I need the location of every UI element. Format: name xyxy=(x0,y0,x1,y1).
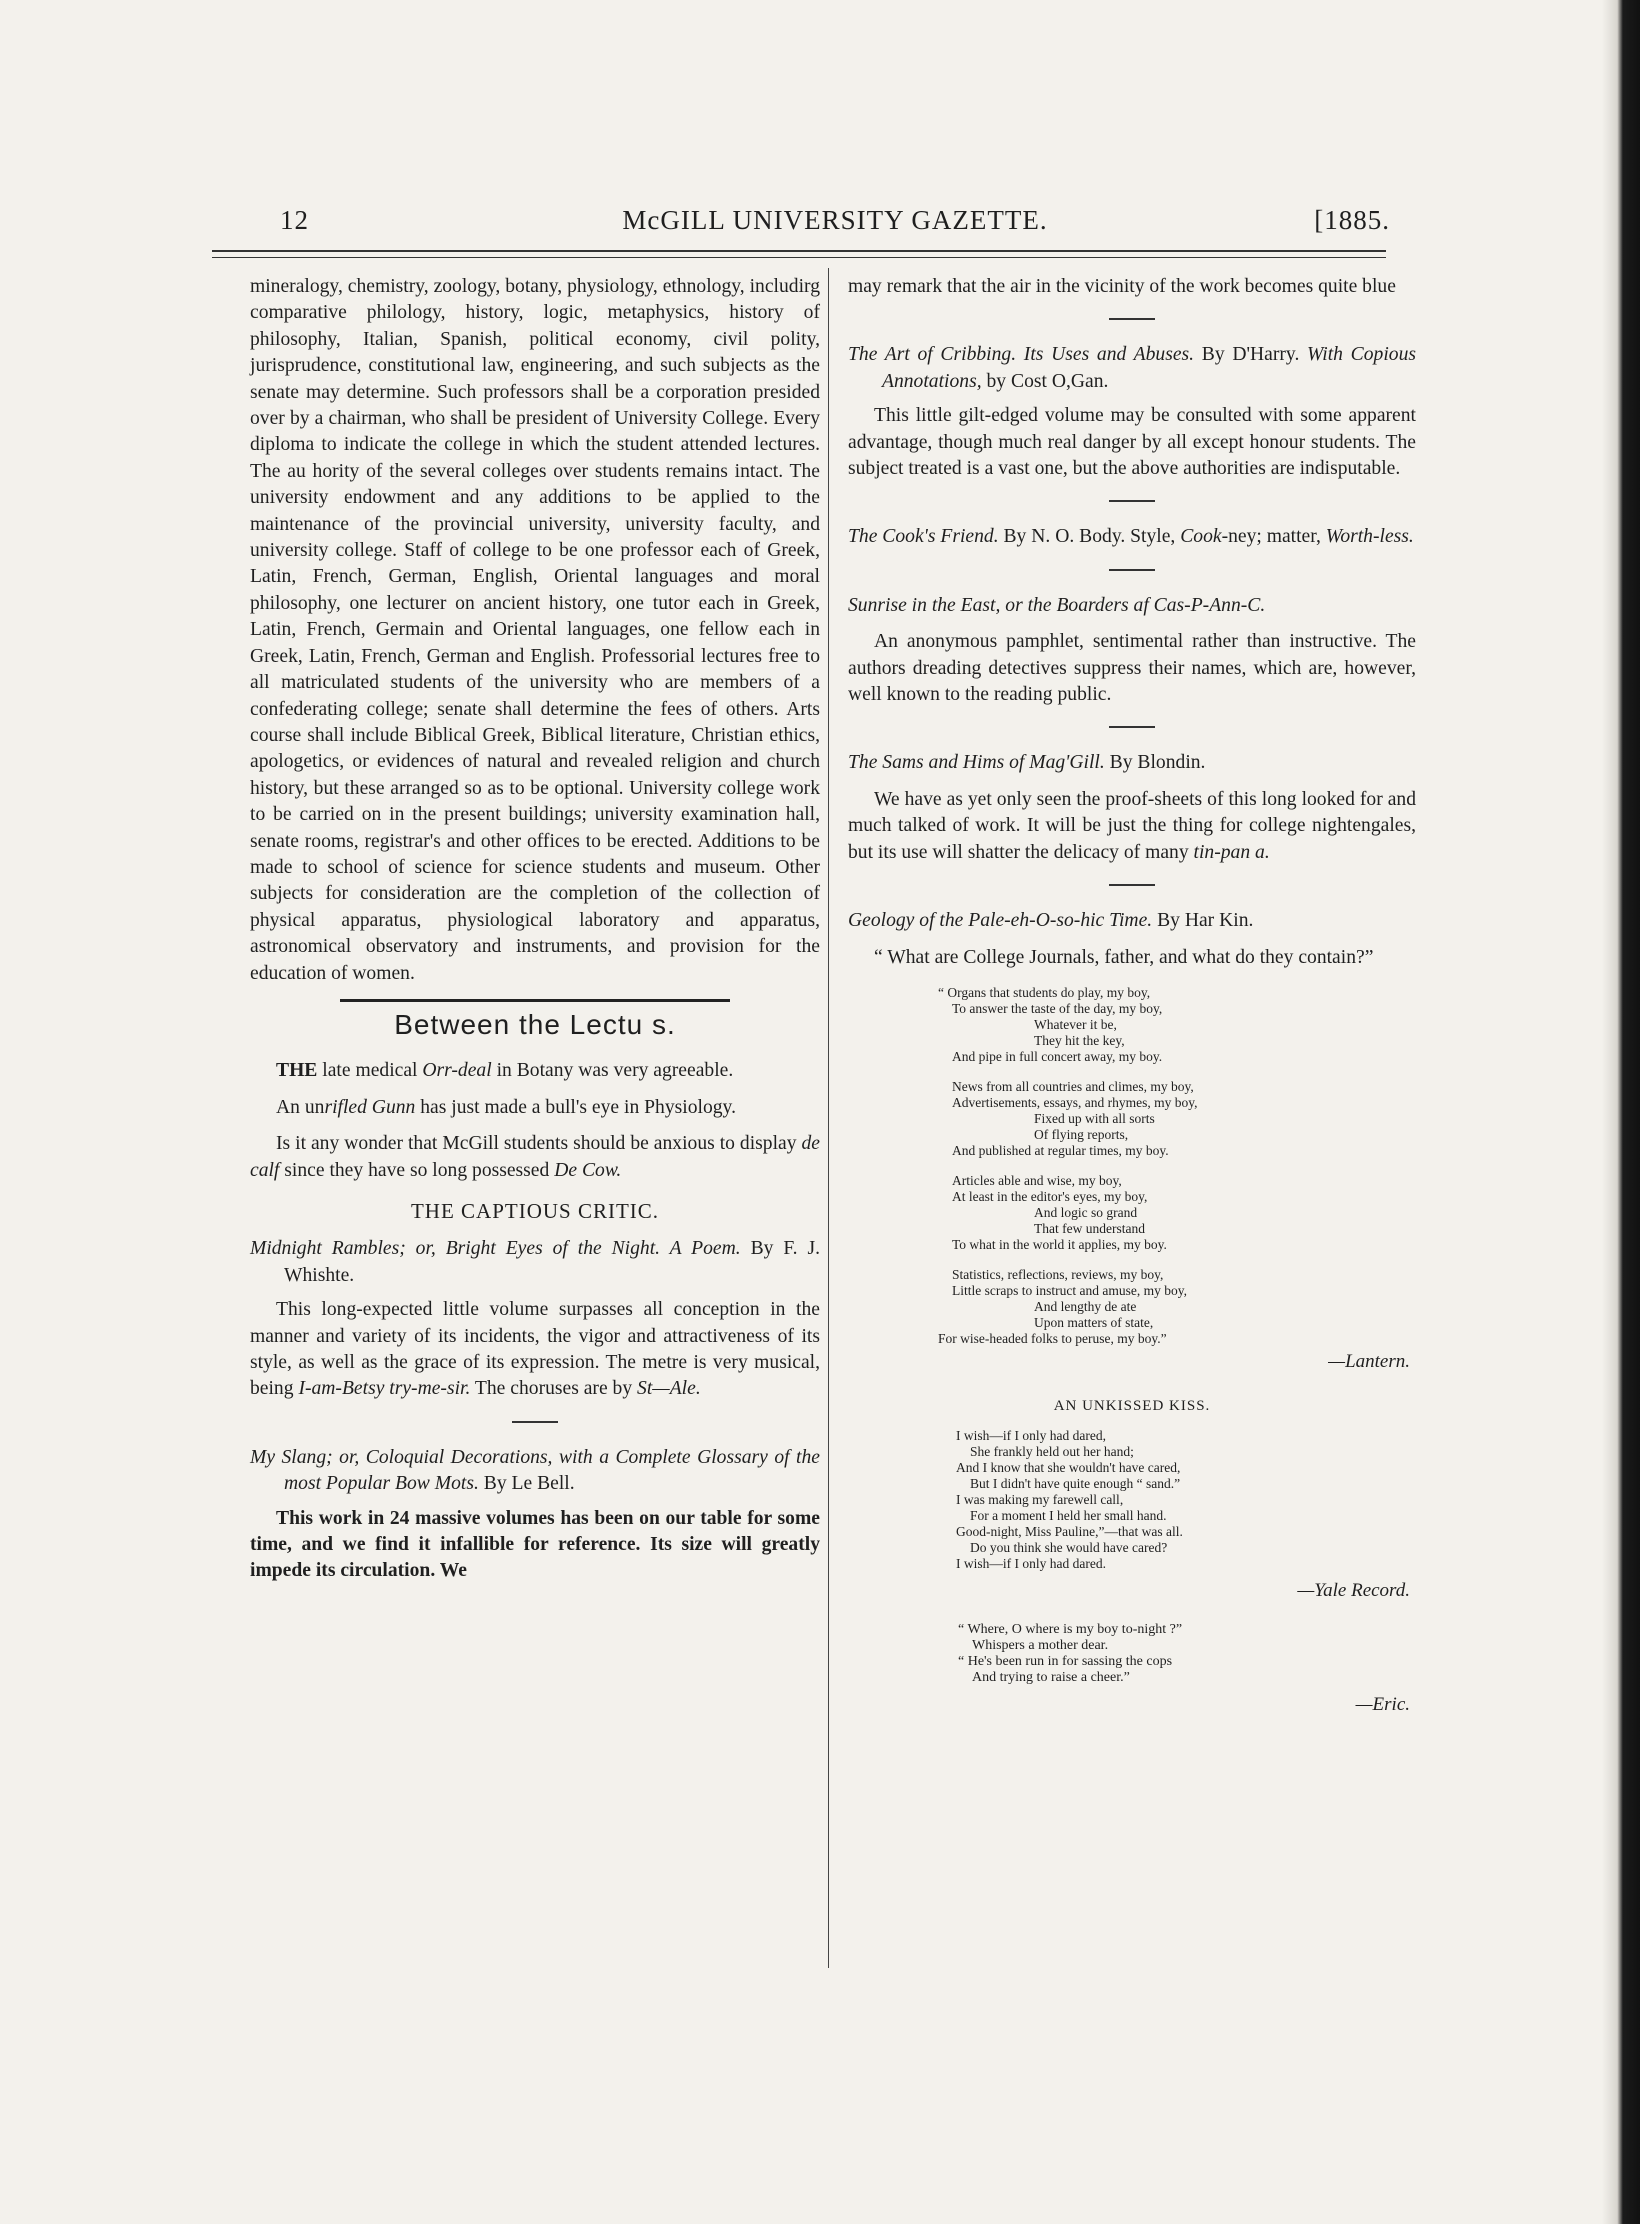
separator-rule xyxy=(1109,569,1155,571)
issue-year: [1885. xyxy=(1314,205,1390,235)
separator-rule xyxy=(1109,318,1155,320)
poem-title: AN UNKISSED KISS. xyxy=(1053,1398,1211,1415)
separator-rule xyxy=(1109,500,1155,502)
separator-rule xyxy=(512,1421,558,1423)
item-physiology: An unrifled Gunn has just made a bull's eye in Physiology. xyxy=(276,1096,736,1118)
book-title: The Art of Cribbing. Its Uses and Abuses. xyxy=(848,344,1195,366)
review-heading xyxy=(250,1236,820,1289)
left-column xyxy=(250,274,820,1585)
poem-stanza: I wish—if I only had dared, She frankly held out her hand; And I know that she wouldn't have cared, But I didn't have quite enough “ sand.” I was making my farewell call, For a moment I held her small hand. Good-night, Miss Pauline,”—that was all. Do you think she would have cared? I wish—if I only had dared. xyxy=(956,1427,1183,1571)
poem-stanza: Articles able and wise, my boy, At least in the editor's eyes, my boy, And logic so grand That few understand To what in the world it applies, my boy. xyxy=(952,1172,1167,1252)
book-author: By Le Bell. xyxy=(483,1473,575,1495)
item-lead: Is xyxy=(276,1133,291,1155)
poem-attribution: —Yale Record. xyxy=(1297,1579,1410,1601)
separator-rule xyxy=(1109,884,1155,886)
item-lead: An xyxy=(276,1096,300,1118)
poem-attribution: —Lantern. xyxy=(1328,1350,1410,1372)
book-author: By Blondin. xyxy=(1104,752,1206,774)
book-author: By Har Kin. xyxy=(1152,910,1254,932)
poem-attribution: —Eric. xyxy=(1355,1694,1410,1716)
book-title: Midnight Rambles; or, Bright Eyes of the Night. A Poem. xyxy=(250,1238,741,1260)
review-heading xyxy=(848,593,1416,619)
book-title: Sunrise in the East, or the Boarders af Cas-P-Ann-C. xyxy=(848,594,1266,616)
page-number: 12 xyxy=(280,205,309,235)
page-edge-shadow xyxy=(1602,0,1640,2224)
section-title: Between the Lectu s. xyxy=(394,1008,676,1040)
university-plan-paragraph: mineralogy, chemistry, zoology, botany, physiology, ethnology, includirg comparative philology, history, logic, metaphysics, history of philosophy, Italian, Spanish, political economy, civil polity, jurisprudence, constitutional law, engineering, and such subjects as the senate may determine. Such professors shall be a corporation presided over by a chairman, who shall be president of University College. Every diploma to indicate the college in which the student attended lectures. The au hority of the several colleges over students remains intact. The university endowment and any additions to be applied to the maintenance of the provincial university, university faculty, and university college. Staff of college to be one professor each of Greek, Latin, French, German, English, Oriental languages and moral philosophy, one lecturer on ancient history, one tutor each in Greek, Latin, French, Germain and Oriental languages, one fellow each in Greek, Latin, French, German and English. Professorial lectures free to all matriculated students of the university who are members of a confederating college; senate shall determine the fees of others. Arts course shall include Biblical Greek, Biblical literature, Christian ethics, apologetics, or evidences of natural and revealed religion and church history, but these arranged so as to be optional. University college work to be carried on in the present buildings; university examination hall, senate rooms, registrar's and other offices to be erected. Additions to be made to school of science for science students and museum. Other subjects for consideration are the completion of the collection of physical apparatus, physiological laboratory and apparatus, astronomical observatory and instruments, and provision for the education of women. xyxy=(250,276,820,984)
continuation-text: may remark that the air in the vicinity of the work becomes quite blue xyxy=(848,276,1396,297)
book-title: The Cook's Friend. xyxy=(848,526,999,548)
section-rule xyxy=(340,999,730,1002)
poem-stanza: News from all countries and climes, my boy, Advertisements, essays, and rhymes, my boy, Fixed up with all sorts Of flying reports, And published at regular times, my boy. xyxy=(952,1078,1198,1158)
review-heading xyxy=(250,1445,820,1498)
review-heading xyxy=(848,750,1416,776)
poem-stanza: “ Organs that students do play, my boy, To answer the taste of the day, my boy, Whatever it be, They hit the key, And pipe in full concert away, my boy. xyxy=(938,984,1163,1064)
review-body: This little gilt-edged volume may be consulted with some apparent advantage, though much real danger by all except honour students. The subject treated is a vast one, but the above authorities are indisputable. xyxy=(848,405,1416,480)
review-body: An anonymous pamphlet, sentimental rather than instructive. The authors dreading detectives suppress their names, which are, however, well known to the reading public. xyxy=(848,631,1416,706)
item-de-calf: Is it any wonder that McGill students should be anxious to display de calf since they have so long possessed De Cow. xyxy=(250,1133,820,1181)
separator-rule xyxy=(1109,726,1155,728)
book-title: My Slang; or, Coloquial Decorations, with a Complete Glossary of the most Popular Bow Mots. xyxy=(250,1446,820,1495)
review-heading xyxy=(848,908,1416,934)
review-body: This long-expected little volume surpasses all conception in the manner and variety of its incidents, the vigor and attractiveness of its style, as well as the grace of its expression. The metre is very musical, being I-am-Betsy try-me-sir. The choruses are by St—Ale. xyxy=(250,1299,820,1400)
item-lead: THE xyxy=(276,1060,318,1082)
review-heading: The Cook's Friend. By N. O. Body. Style, Cook-ney; matter, Worth-less. xyxy=(848,526,1414,548)
column-divider xyxy=(828,268,829,1968)
review-heading: The Art of Cribbing. Its Uses and Abuses. By D'Harry. With Copious Annotations, by Cost O,Gan. xyxy=(848,344,1417,392)
book-title: The Sams and Hims of Mag'Gill. xyxy=(848,752,1105,774)
review-body: “ What are College Journals, father, and what do they contain?” xyxy=(874,946,1374,968)
review-body: We have as yet only seen the proof-sheets of this long looked for and much talked of work. It will be just the thing for college nightengales, but its use will shatter the delicacy of many tin-pan a. xyxy=(848,788,1416,863)
captious-critic-title: THE CAPTIOUS CRITIC. xyxy=(410,1199,660,1223)
review-body: This work in 24 massive volumes has been on our table for some time, and we find it infallible for reference. Its size will greatly impede its circulation. We xyxy=(250,1507,820,1582)
header-rule xyxy=(212,250,1386,258)
poem-stanza: “ Where, O where is my boy to-night ?” Whispers a mother dear. “ He's been run in for sassing the cops And trying to raise a cheer.” xyxy=(958,1622,1183,1686)
book-author: By F. J. Whishte. xyxy=(284,1238,820,1286)
book-title: Geology of the Pale-eh-O-so-hic Time. xyxy=(848,910,1153,932)
item-botany: THE late medical Orr-deal in Botany was very agreeable. xyxy=(276,1060,734,1082)
running-head xyxy=(280,205,1390,249)
publication-title: McGILL UNIVERSITY GAZETTE. xyxy=(622,205,1048,235)
right-column xyxy=(848,274,1416,1737)
poem-stanza: Statistics, reflections, reviews, my boy, Little scraps to instruct and amuse, my boy, And lengthy de ate Upon matters of state, For wise-headed folks to peruse, my boy.” xyxy=(938,1266,1187,1346)
